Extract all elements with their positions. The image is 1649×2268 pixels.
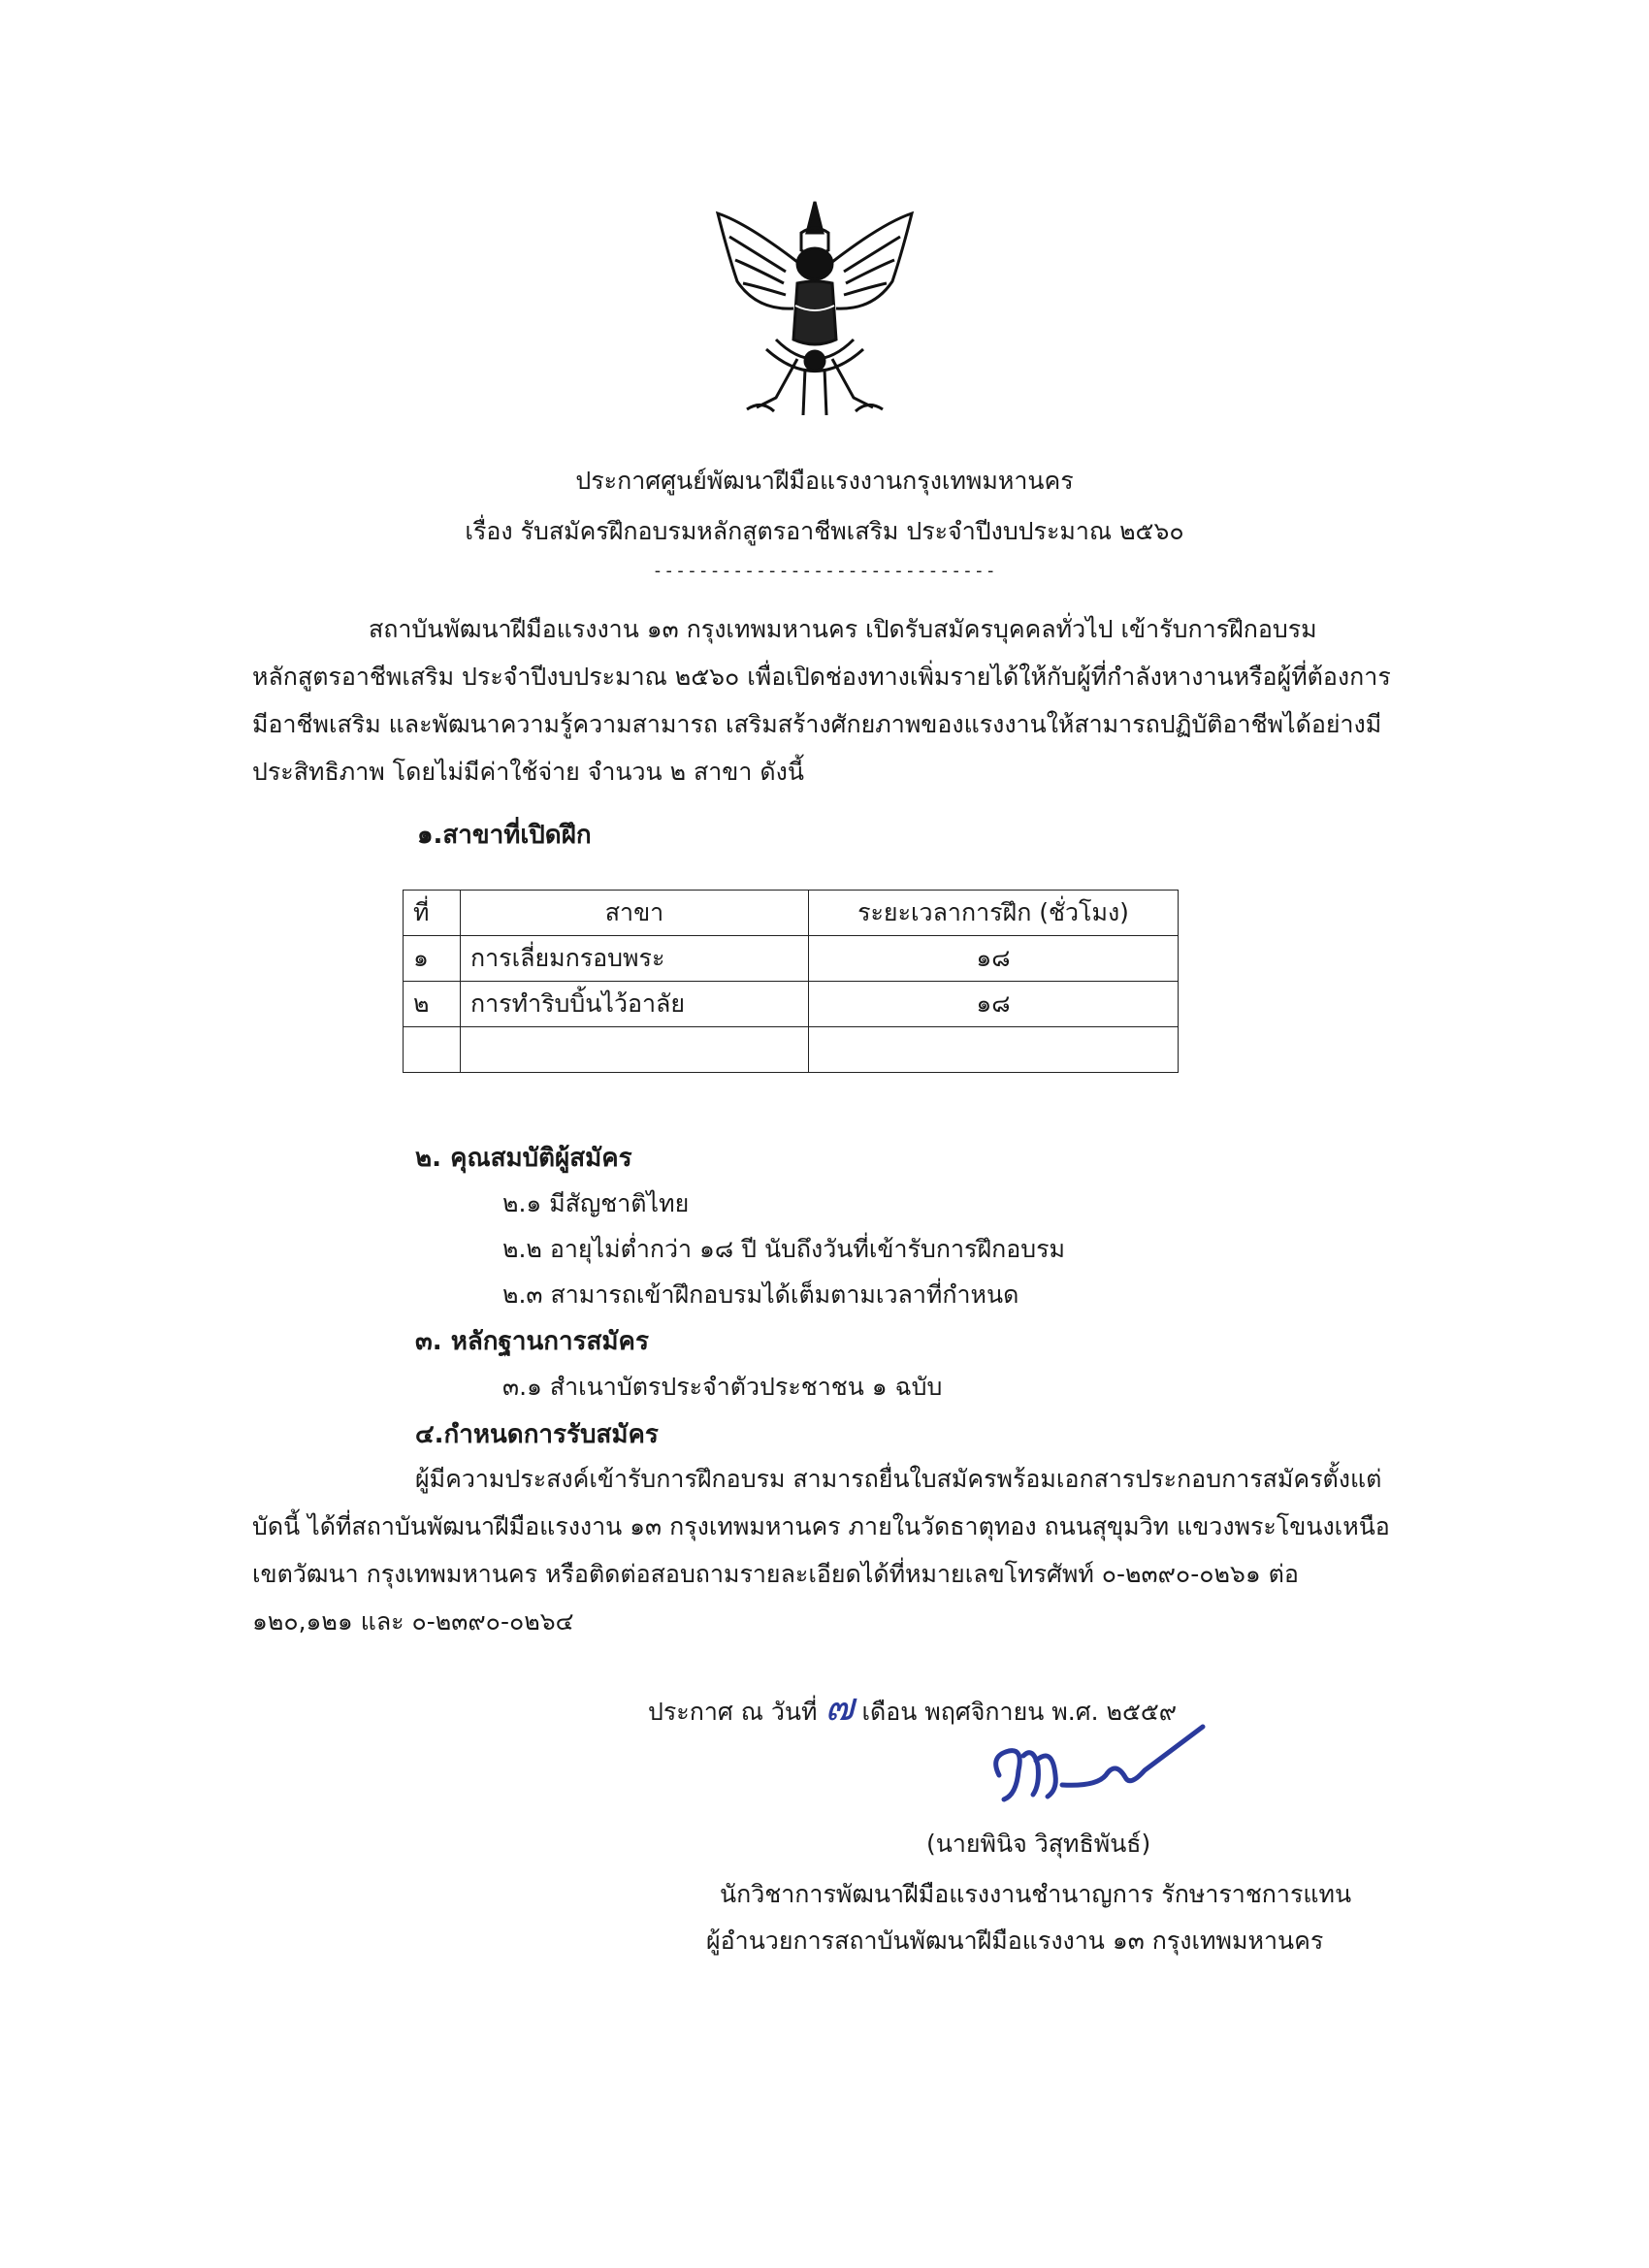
table-cell: การเลี่ยมกรอบพระ <box>461 936 809 982</box>
intro-paragraph <box>252 605 1416 795</box>
table-cell <box>404 1027 461 1073</box>
section-heading-schedule: ๔.กำหนดการรับสมัคร <box>415 1420 659 1449</box>
announcement-subject: เรื่อง รับสมัครฝึกอบรมหลักสูตรอาชีพเสริม ประจำปีงบประมาณ ๒๕๖๐ <box>465 517 1184 545</box>
table-cell: การทำริบบิ้นไว้อาลัย <box>461 982 809 1027</box>
schedule-line: ผู้มีความประสงค์เข้ารับการฝึกอบรม สามารถยื่นใบสมัครพร้อมเอกสารประกอบการสมัครตั้งแต่ <box>415 1465 1382 1493</box>
table-header-cell: ที่ <box>404 891 461 936</box>
intro-line: หลักสูตรอาชีพเสริม ประจำปีงบประมาณ ๒๕๖๐ เพื่อเปิดช่องทางเพิ่มรายได้ให้กับผู้ที่กำลังหางานหรือผู้ที่ต้องการ <box>252 663 1391 691</box>
announcement-title: ประกาศศูนย์พัฒนาฝีมือแรงงานกรุงเทพมหานคร <box>575 467 1074 495</box>
schedule-line: ๑๒๐,๑๒๑ และ ๐-๒๓๙๐-๐๒๖๔ <box>252 1607 574 1636</box>
date-suffix: เดือน พฤศจิกายน พ.ศ. ๒๕๕๙ <box>861 1698 1178 1726</box>
table-header-row <box>404 891 1179 936</box>
table-row <box>404 982 1179 1027</box>
schedule-line: เขตวัฒนา กรุงเทพมหานคร หรือติดต่อสอบถามรายละเอียดได้ที่หมายเลขโทรศัพท์ ๐-๒๓๙๐-๐๒๖๑ ต่อ <box>252 1560 1299 1588</box>
signatory-position: ผู้อำนวยการสถาบันพัฒนาฝีมือแรงงาน ๑๓ กรุงเทพมหานคร <box>706 1927 1324 1955</box>
schedule-line: บัดนี้ ได้ที่สถาบันพัฒนาฝีมือแรงงาน ๑๓ กรุงเทพมหานคร ภายในวัดธาตุทอง ถนนสุขุมวิท แขวงพระโขนงเหนือ <box>252 1512 1390 1540</box>
section-heading-branches: ๑.สาขาที่เปิดฝึก <box>417 821 592 850</box>
document-item: ๓.๑ สำเนาบัตรประจำตัวประชาชน ๑ ฉบับ <box>502 1373 943 1401</box>
table-row <box>404 936 1179 982</box>
table-header-cell: ระยะเวลาการฝึก (ชั่วโมง) <box>809 891 1179 936</box>
date-prefix: ประกาศ ณ วันที่ <box>648 1698 818 1726</box>
signatory-name: (นายพินิจ วิสุทธิพันธ์) <box>926 1830 1151 1858</box>
garuda-emblem <box>708 194 922 422</box>
schedule-paragraph <box>252 1455 1426 1645</box>
table-row <box>404 1027 1179 1073</box>
intro-line: มีอาชีพเสริม และพัฒนาความรู้ความสามารถ เสริมสร้างศักยภาพของแรงงานให้สามารถปฏิบัติอาชีพได้อย่างมี <box>252 710 1382 738</box>
table-cell: ๑๘ <box>809 936 1179 982</box>
section-heading-documents: ๓. หลักฐานการสมัคร <box>415 1327 649 1356</box>
section-heading-qualifications: ๒. คุณสมบัติผู้สมัคร <box>415 1144 632 1173</box>
table-cell <box>461 1027 809 1073</box>
table-cell: ๑๘ <box>809 982 1179 1027</box>
table-cell: ๑ <box>404 936 461 982</box>
qualification-item: ๒.๑ มีสัญชาติไทย <box>502 1189 690 1217</box>
handwritten-day: ๗ <box>824 1685 855 1730</box>
signatory-position: นักวิชาการพัฒนาฝีมือแรงงานชำนาญการ รักษาราชการแทน <box>720 1880 1352 1908</box>
qualification-item: ๒.๓ สามารถเข้าฝึกอบรมได้เต็มตามเวลาที่กำหนด <box>502 1280 1019 1309</box>
title-divider: ------------------------------ <box>652 561 997 581</box>
table-cell: ๒ <box>404 982 461 1027</box>
intro-line: สถาบันพัฒนาฝีมือแรงงาน ๑๓ กรุงเทพมหานคร เปิดรับสมัครบุคคลทั่วไป เข้ารับการฝึกอบรม <box>369 615 1317 643</box>
table-cell <box>809 1027 1179 1073</box>
table-header-cell: สาขา <box>461 891 809 936</box>
branches-table <box>403 890 1179 1073</box>
intro-line: ประสิทธิภาพ โดยไม่มีค่าใช้จ่าย จำนวน ๒ สาขา ดังนี้ <box>252 758 804 786</box>
signature-scribble <box>980 1717 1212 1814</box>
qualification-item: ๒.๒ อายุไม่ต่ำกว่า ๑๘ ปี นับถึงวันที่เข้ารับการฝึกอบรม <box>502 1235 1066 1263</box>
